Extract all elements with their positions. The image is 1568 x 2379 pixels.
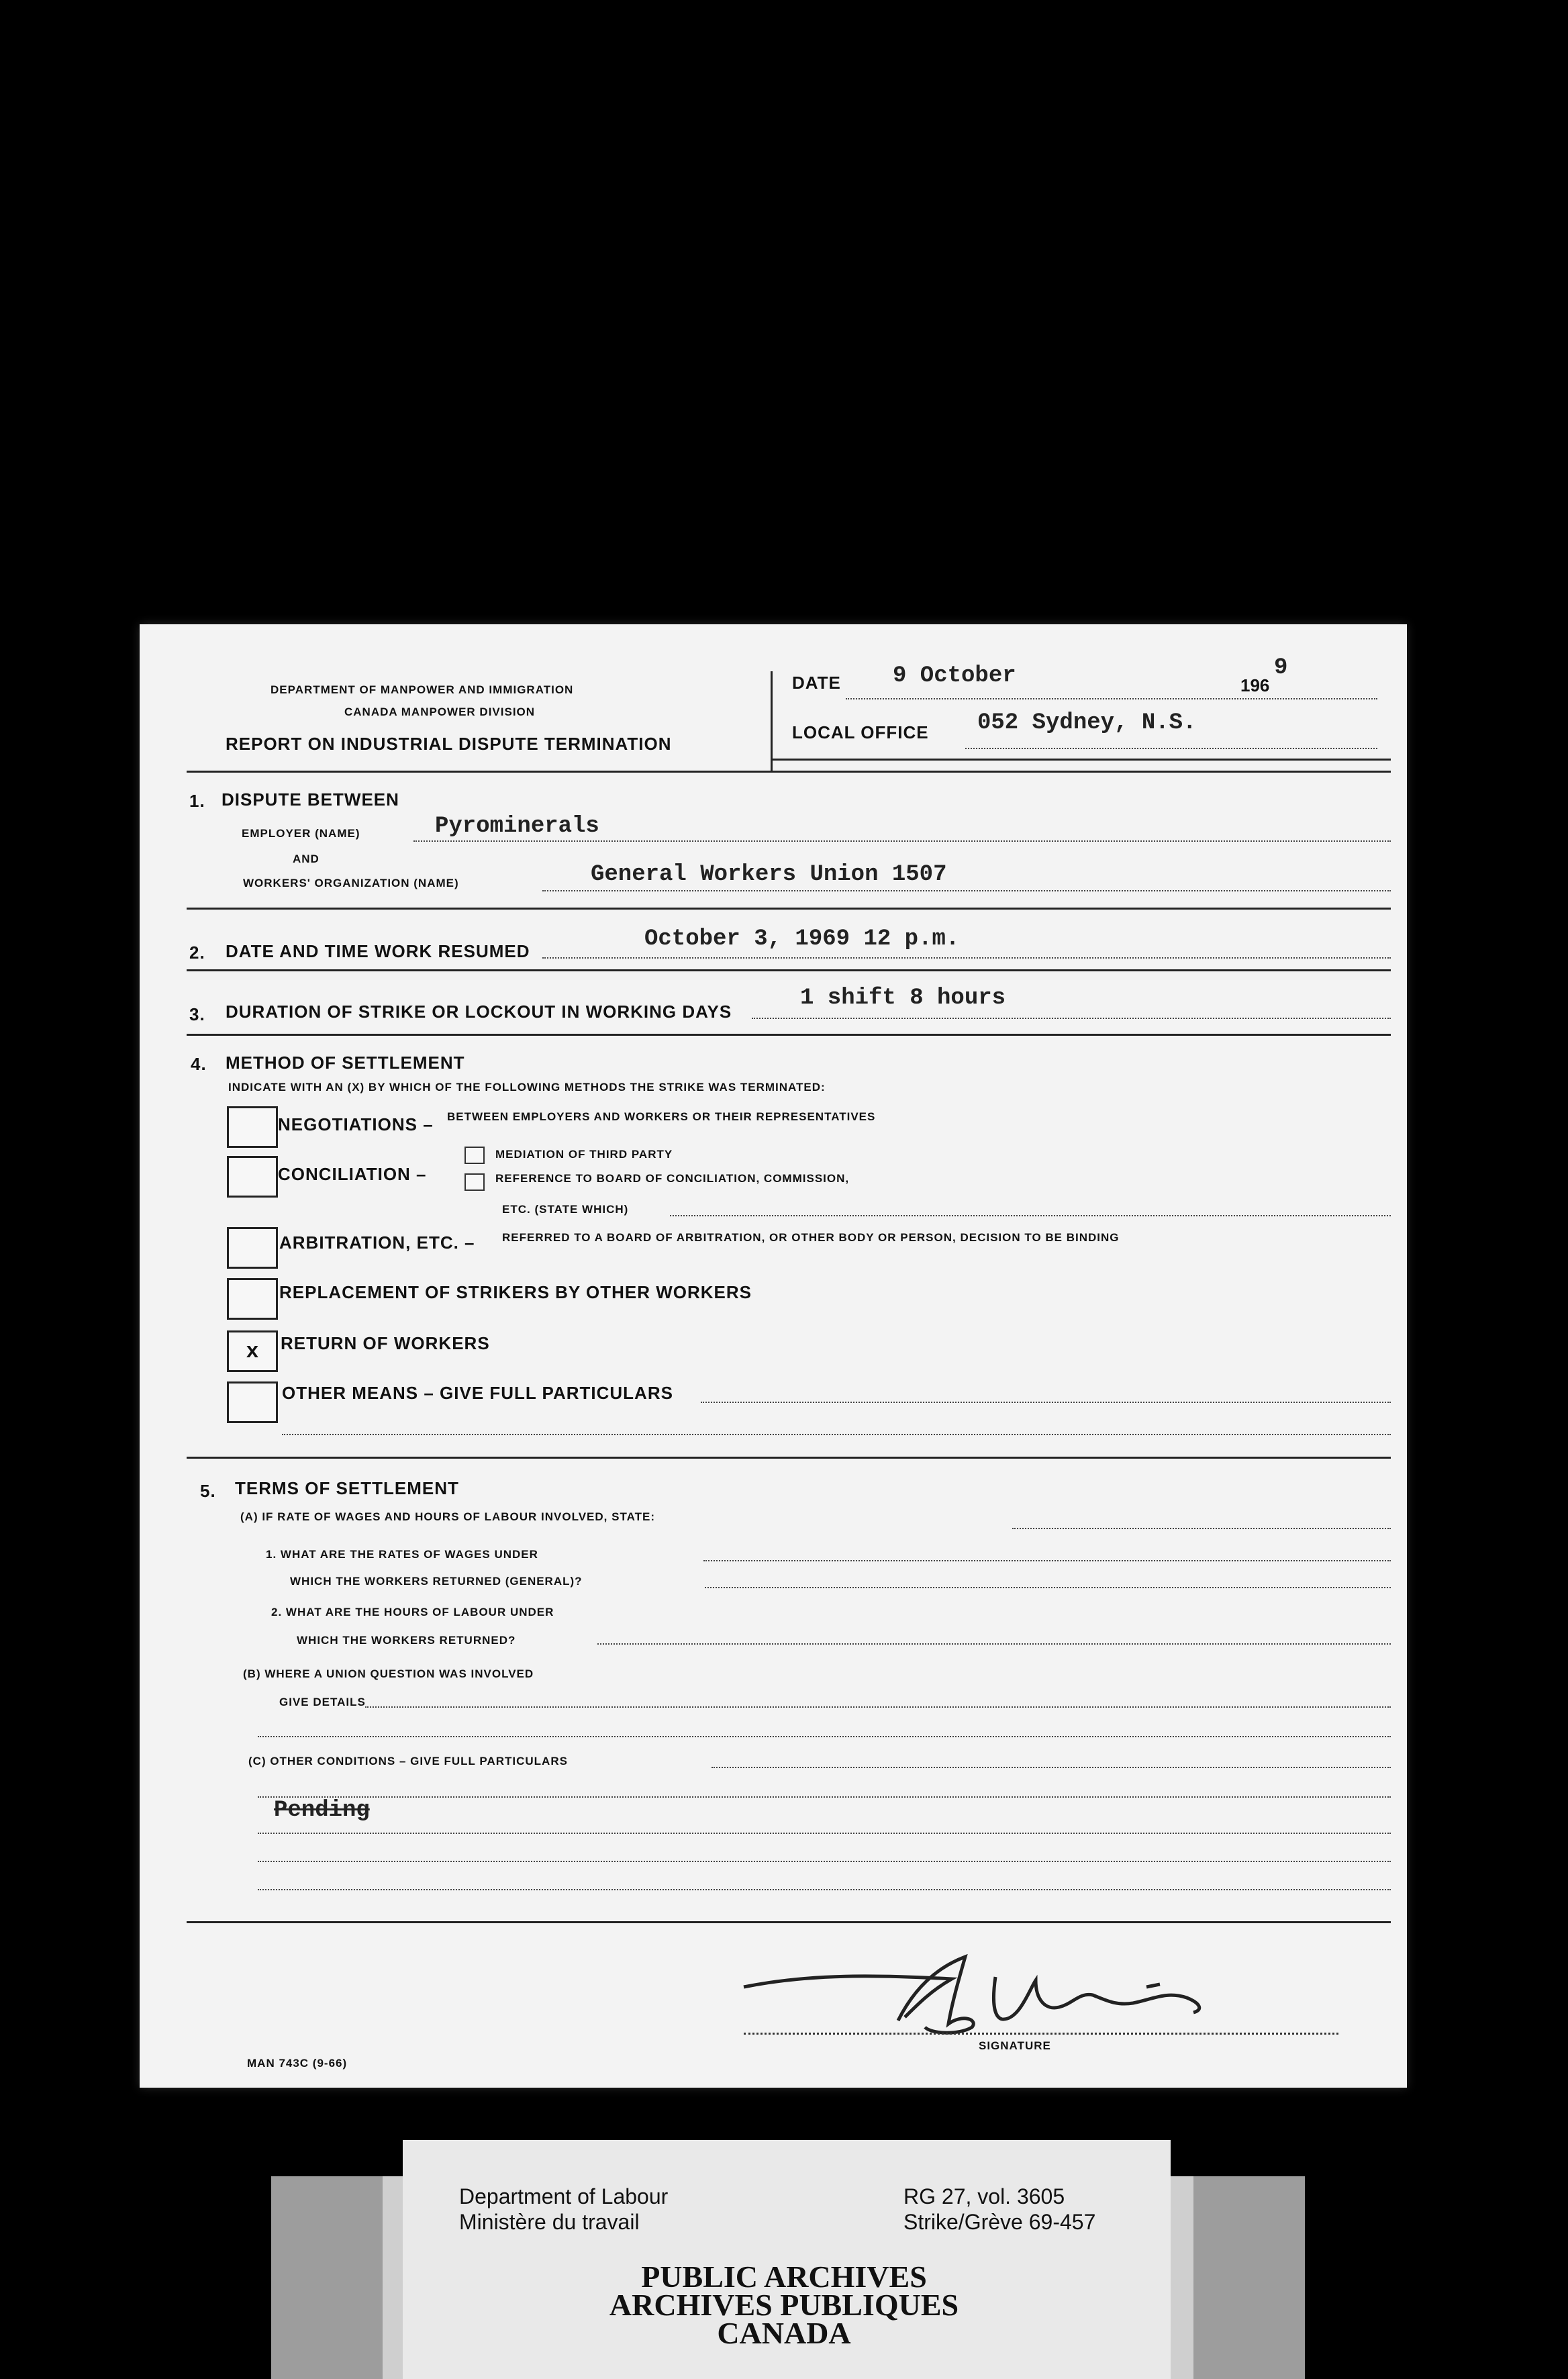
replacement-label: REPLACEMENT OF STRIKERS BY OTHER WORKERS: [279, 1282, 752, 1302]
signature-label: SIGNATURE: [979, 2039, 1051, 2052]
section2-line: [542, 957, 1391, 959]
section5-c-label: (C) OTHER CONDITIONS – GIVE FULL PARTICULARS: [248, 1755, 568, 1767]
and-label: AND: [293, 853, 320, 865]
section1-title: DISPUTE BETWEEN: [222, 789, 399, 810]
arbitration-checkbox[interactable]: [227, 1227, 278, 1269]
arbitration-label: ARBITRATION, ETC. –: [279, 1232, 475, 1253]
section4-number: 4.: [191, 1054, 207, 1074]
section4-instruction: INDICATE WITH AN (X) BY WHICH OF THE FOLLOWING METHODS THE STRIKE WAS TERMINATED:: [228, 1081, 826, 1094]
header-rule-upper: [771, 759, 1391, 761]
negotiations-desc: BETWEEN EMPLOYERS AND WORKERS OR THEIR REPRESENTATIVES: [447, 1110, 876, 1123]
workers-label: WORKERS' ORGANIZATION (NAME): [243, 877, 459, 889]
archive-stamp-line3: CANADA: [717, 2316, 851, 2350]
signature-line: [744, 2033, 1338, 2035]
year-prefix: 196: [1240, 675, 1270, 695]
section1-rule: [187, 908, 1391, 910]
section2-label: DATE AND TIME WORK RESUMED: [226, 941, 530, 961]
date-line: [846, 698, 1377, 699]
section3-label: DURATION OF STRIKE OR LOCKOUT IN WORKING DAYS: [226, 1002, 732, 1022]
reference-checkbox[interactable]: [464, 1173, 485, 1191]
mediation-label: MEDIATION OF THIRD PARTY: [495, 1148, 673, 1161]
section2-value: October 3, 1969 12 p.m.: [644, 926, 960, 952]
negotiations-label: NEGOTIATIONS –: [278, 1114, 434, 1134]
department-name: DEPARTMENT OF MANPOWER AND IMMIGRATION: [271, 683, 574, 696]
employer-line: [413, 840, 1391, 842]
section2-rule: [187, 969, 1391, 971]
date-label: DATE: [792, 673, 841, 693]
archive-stamp-line2: ARCHIVES PUBLIQUES: [609, 2288, 959, 2322]
conciliation-label: CONCILIATION –: [278, 1164, 427, 1184]
section5-a2-answer-line: [597, 1643, 1391, 1645]
section5-b-answer-line-2: [258, 1736, 1391, 1737]
return-mark: x: [246, 1339, 259, 1364]
section5-b-line1: (B) WHERE A UNION QUESTION WAS INVOLVED: [243, 1667, 534, 1680]
conciliation-checkbox[interactable]: [227, 1156, 278, 1198]
date-value: 9 October: [893, 663, 1016, 689]
report-form: [140, 624, 1407, 2088]
section5-a2-line1: 2. WHAT ARE THE HOURS OF LABOUR UNDER: [271, 1606, 554, 1618]
section1-number: 1.: [189, 791, 205, 811]
section5-title: TERMS OF SETTLEMENT: [235, 1478, 459, 1498]
section5-c-answer-line-1: [712, 1767, 1391, 1768]
other-means-line-2: [282, 1434, 1391, 1435]
section5-a1-answer-line-1: [703, 1560, 1391, 1561]
return-label: RETURN OF WORKERS: [281, 1333, 490, 1353]
section4-rule: [187, 1457, 1391, 1459]
section5-c-answer-line-4: [258, 1861, 1391, 1862]
mediation-checkbox[interactable]: [464, 1147, 485, 1164]
section2-number: 2.: [189, 942, 205, 963]
header-divider: [771, 671, 773, 772]
workers-line: [542, 890, 1391, 891]
section3-rule: [187, 1034, 1391, 1036]
section3-line: [752, 1018, 1391, 1019]
section5-b-answer-line-1: [365, 1706, 1391, 1708]
archive-dept-en: Department of Labour: [459, 2184, 669, 2208]
section5-c-answer-line-2: [258, 1796, 1391, 1798]
other-means-label: OTHER MEANS – GIVE FULL PARTICULARS: [282, 1383, 673, 1403]
arbitration-desc: REFERRED TO A BOARD OF ARBITRATION, OR OTHER BODY OR PERSON, DECISION TO BE BINDING: [502, 1231, 1120, 1244]
section5-a1-line2: WHICH THE WORKERS RETURNED (GENERAL)?: [290, 1575, 583, 1588]
archive-ref: RG 27, vol. 3605: [903, 2184, 1065, 2208]
division-name: CANADA MANPOWER DIVISION: [344, 706, 536, 718]
negotiations-checkbox[interactable]: [227, 1106, 278, 1148]
return-checkbox[interactable]: [227, 1330, 278, 1372]
section5-a-line: [1012, 1528, 1391, 1529]
other-means-checkbox[interactable]: [227, 1381, 278, 1423]
replacement-checkbox[interactable]: [227, 1278, 278, 1320]
year-suffix: 9: [1274, 655, 1288, 681]
employer-value: Pyrominerals: [435, 814, 599, 839]
etc-line: [670, 1215, 1391, 1216]
form-number: MAN 743C (9-66): [247, 2057, 348, 2070]
section3-value: 1 shift 8 hours: [800, 985, 1006, 1011]
header-rule: [187, 771, 1391, 773]
section5-c-answer-line-3: [258, 1833, 1391, 1834]
section4-title: METHOD OF SETTLEMENT: [226, 1053, 465, 1073]
form-title: REPORT ON INDUSTRIAL DISPUTE TERMINATION: [226, 734, 672, 754]
archive-stamp-line1: PUBLIC ARCHIVES: [641, 2260, 927, 2294]
section5-number: 5.: [200, 1481, 216, 1501]
signature-image: [730, 1940, 1281, 2041]
archive-dept-fr: Ministère du travail: [459, 2210, 640, 2234]
section5-a-label: (A) IF RATE OF WAGES AND HOURS OF LABOUR INVOLVED, STATE:: [240, 1510, 655, 1523]
etc-label: ETC. (STATE WHICH): [502, 1203, 629, 1216]
section5-c-value: Pending: [274, 1798, 370, 1823]
reference-label: REFERENCE TO BOARD OF CONCILIATION, COMMISSION,: [495, 1172, 850, 1185]
local-office-line: [965, 748, 1377, 749]
local-office-value: 052 Sydney, N.S.: [977, 710, 1197, 736]
section5-rule: [187, 1921, 1391, 1923]
workers-value: General Workers Union 1507: [591, 862, 947, 887]
employer-label: EMPLOYER (NAME): [242, 827, 360, 840]
other-means-line-1: [701, 1402, 1391, 1403]
section5-a1-answer-line-2: [705, 1587, 1391, 1588]
section5-c-answer-line-5: [258, 1889, 1391, 1890]
local-office-label: LOCAL OFFICE: [792, 722, 929, 742]
section5-b-line2: GIVE DETAILS: [279, 1696, 366, 1708]
archive-file: Strike/Grève 69-457: [903, 2210, 1096, 2234]
section3-number: 3.: [189, 1004, 205, 1024]
section5-a2-line2: WHICH THE WORKERS RETURNED?: [297, 1634, 516, 1647]
section5-a1-line1: 1. WHAT ARE THE RATES OF WAGES UNDER: [266, 1548, 538, 1561]
